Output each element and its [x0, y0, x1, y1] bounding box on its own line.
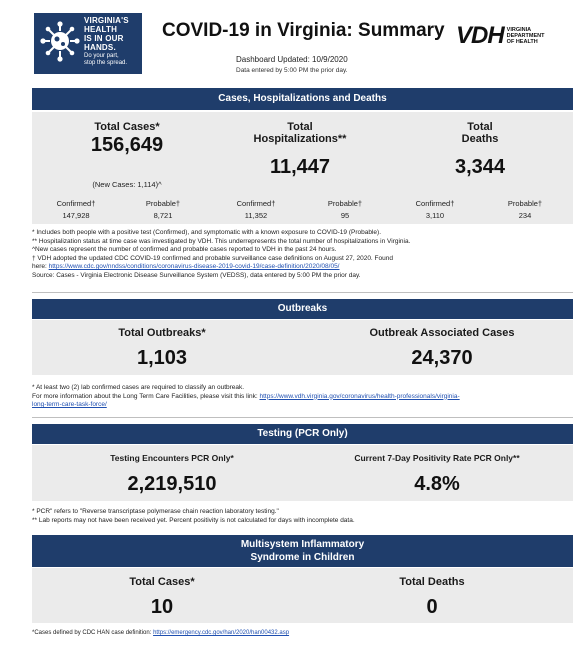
- virginia-health-logo: [34, 13, 142, 74]
- hosp-confirmed-label: Confirmed†: [236, 199, 276, 208]
- misc-panel: [32, 568, 573, 623]
- logo-text: VIRGINIA'S HEALTH IS IN OUR HANDS.: [84, 16, 129, 52]
- cases-footnotes: * Includes both people with a positive test (Confirmed), and symptomatic with a known exposure to COVID-19 (Probable). ** Hospitalization status at time case was investigated by VDH. This underrepresents the total number of hospitalizations in Virginia. ^New cases represent the number of confirmed and probable cases reported to VDH in the past 24 hours. † VDH adopted the updated CDC COVID-19 confirmed and probable surveillance case definitions on August 27, 2020. Found here: https://www.cdc.gov/nndss/conditions/coronavirus-disease-2019-covid-19/case-definition/2020/08/05/ Source: Cases - Virginia Electronic Disease Surveillance System (VEDSS), data entered by 5:00 PM the prior day.: [32, 229, 411, 279]
- hosp-probable-label: Probable†: [327, 199, 363, 208]
- deaths-confirmed-value: 3,110: [425, 211, 445, 220]
- positivity-rate-label: Current 7-Day Positivity Rate PCR Only**: [354, 453, 520, 463]
- misc-total-deaths-value: 0: [426, 596, 438, 618]
- testing-section-header: Testing (PCR Only): [32, 424, 573, 444]
- cases-confirmed-value: 147,928: [62, 211, 90, 220]
- cases-section-header: Cases, Hospitalizations and Deaths: [32, 88, 573, 110]
- total-outbreaks-label: Total Outbreaks*: [118, 327, 206, 339]
- outbreaks-footnotes: * At least two (2) lab confirmed cases are required to classify an outbreak. For more information about the Long Term Care Facilities, please visit this link: https://www.vdh.virginia.gov/coronavirus/health-professionals/virginia- long-term-care-task-force/: [32, 384, 460, 409]
- deaths-label-1: Total: [467, 121, 493, 133]
- deaths-probable-value: 234: [518, 211, 532, 220]
- hosp-confirmed-value: 11,352: [244, 211, 268, 220]
- total-cases-value: 156,649: [90, 134, 164, 156]
- outbreaks-section-header: Outbreaks: [32, 299, 573, 319]
- dashboard-updated: Dashboard Updated: 10/9/2020: [236, 55, 348, 64]
- testing-encounters-value: 2,219,510: [127, 473, 217, 495]
- total-cases-label: Total Cases*: [94, 121, 160, 133]
- hosp-probable-value: 95: [340, 211, 350, 220]
- ltc-facilities-link-continued[interactable]: long-term-care-task-force/: [32, 401, 107, 409]
- ltc-facilities-link[interactable]: https://www.vdh.virginia.gov/coronavirus/health-professionals/virginia-: [259, 392, 460, 400]
- cases-confirmed-label: Confirmed†: [56, 199, 96, 208]
- deaths-probable-label: Probable†: [507, 199, 543, 208]
- misc-section-header: Multisystem Inflammatory Syndrome in Children: [32, 535, 573, 567]
- vdh-wordmark: VDH: [456, 22, 504, 49]
- testing-footnotes: * PCR" refers to "Reverse transcriptase polymerase chain reaction laboratory testing." ** Lab reports may not have been received yet. Percent positivity is not calculated for days with incomplete data.: [32, 508, 355, 524]
- hospitalizations-value: 11,447: [269, 156, 331, 178]
- hospitalizations-label-1: Total: [287, 121, 313, 133]
- outbreaks-panel: [32, 320, 573, 375]
- testing-encounters-label: Testing Encounters PCR Only*: [110, 453, 234, 463]
- cdc-case-definition-link[interactable]: https://www.cdc.gov/nndss/conditions/coronavirus-disease-2019-covid-19/case-definition/2020/08/05/: [48, 263, 340, 271]
- outbreak-cases-value: 24,370: [411, 347, 473, 369]
- cases-panel: [32, 112, 573, 224]
- virus-hands-icon: [40, 21, 80, 65]
- hospitalizations-label-2: Hospitalizations**: [253, 133, 347, 145]
- misc-total-cases-label: Total Cases*: [129, 576, 195, 588]
- positivity-rate-value: 4.8%: [414, 473, 460, 495]
- divider: [32, 292, 573, 293]
- misc-footnote: *Cases defined by CDC HAN case definition: https://emergency.cdc.gov/han/2020/han00432.asp: [32, 630, 290, 636]
- data-entered-note: Data entered by 5:00 PM the prior day.: [236, 67, 348, 74]
- deaths-confirmed-label: Confirmed†: [415, 199, 455, 208]
- misc-total-deaths-label: Total Deaths: [399, 576, 465, 588]
- logo-subtext: Do your part, stop the spread.: [84, 53, 128, 66]
- total-outbreaks-value: 1,103: [136, 347, 188, 369]
- cases-probable-label: Probable†: [145, 199, 181, 208]
- testing-panel: [32, 445, 573, 501]
- cases-probable-value: 8,721: [153, 211, 173, 220]
- new-cases: (New Cases: 1,114)^: [92, 180, 162, 189]
- vdh-department-name: VIRGINIA DEPARTMENT OF HEALTH: [506, 27, 545, 45]
- deaths-value: 3,344: [454, 156, 506, 178]
- page-title: COVID-19 in Virginia: Summary: [162, 20, 445, 41]
- divider: [32, 417, 573, 418]
- outbreak-cases-label: Outbreak Associated Cases: [369, 327, 515, 339]
- vdh-logo: [456, 22, 544, 50]
- deaths-label-2: Deaths: [461, 133, 499, 145]
- cdc-han-link[interactable]: https://emergency.cdc.gov/han/2020/han00432.asp: [153, 630, 290, 636]
- misc-total-cases-value: 10: [150, 596, 174, 618]
